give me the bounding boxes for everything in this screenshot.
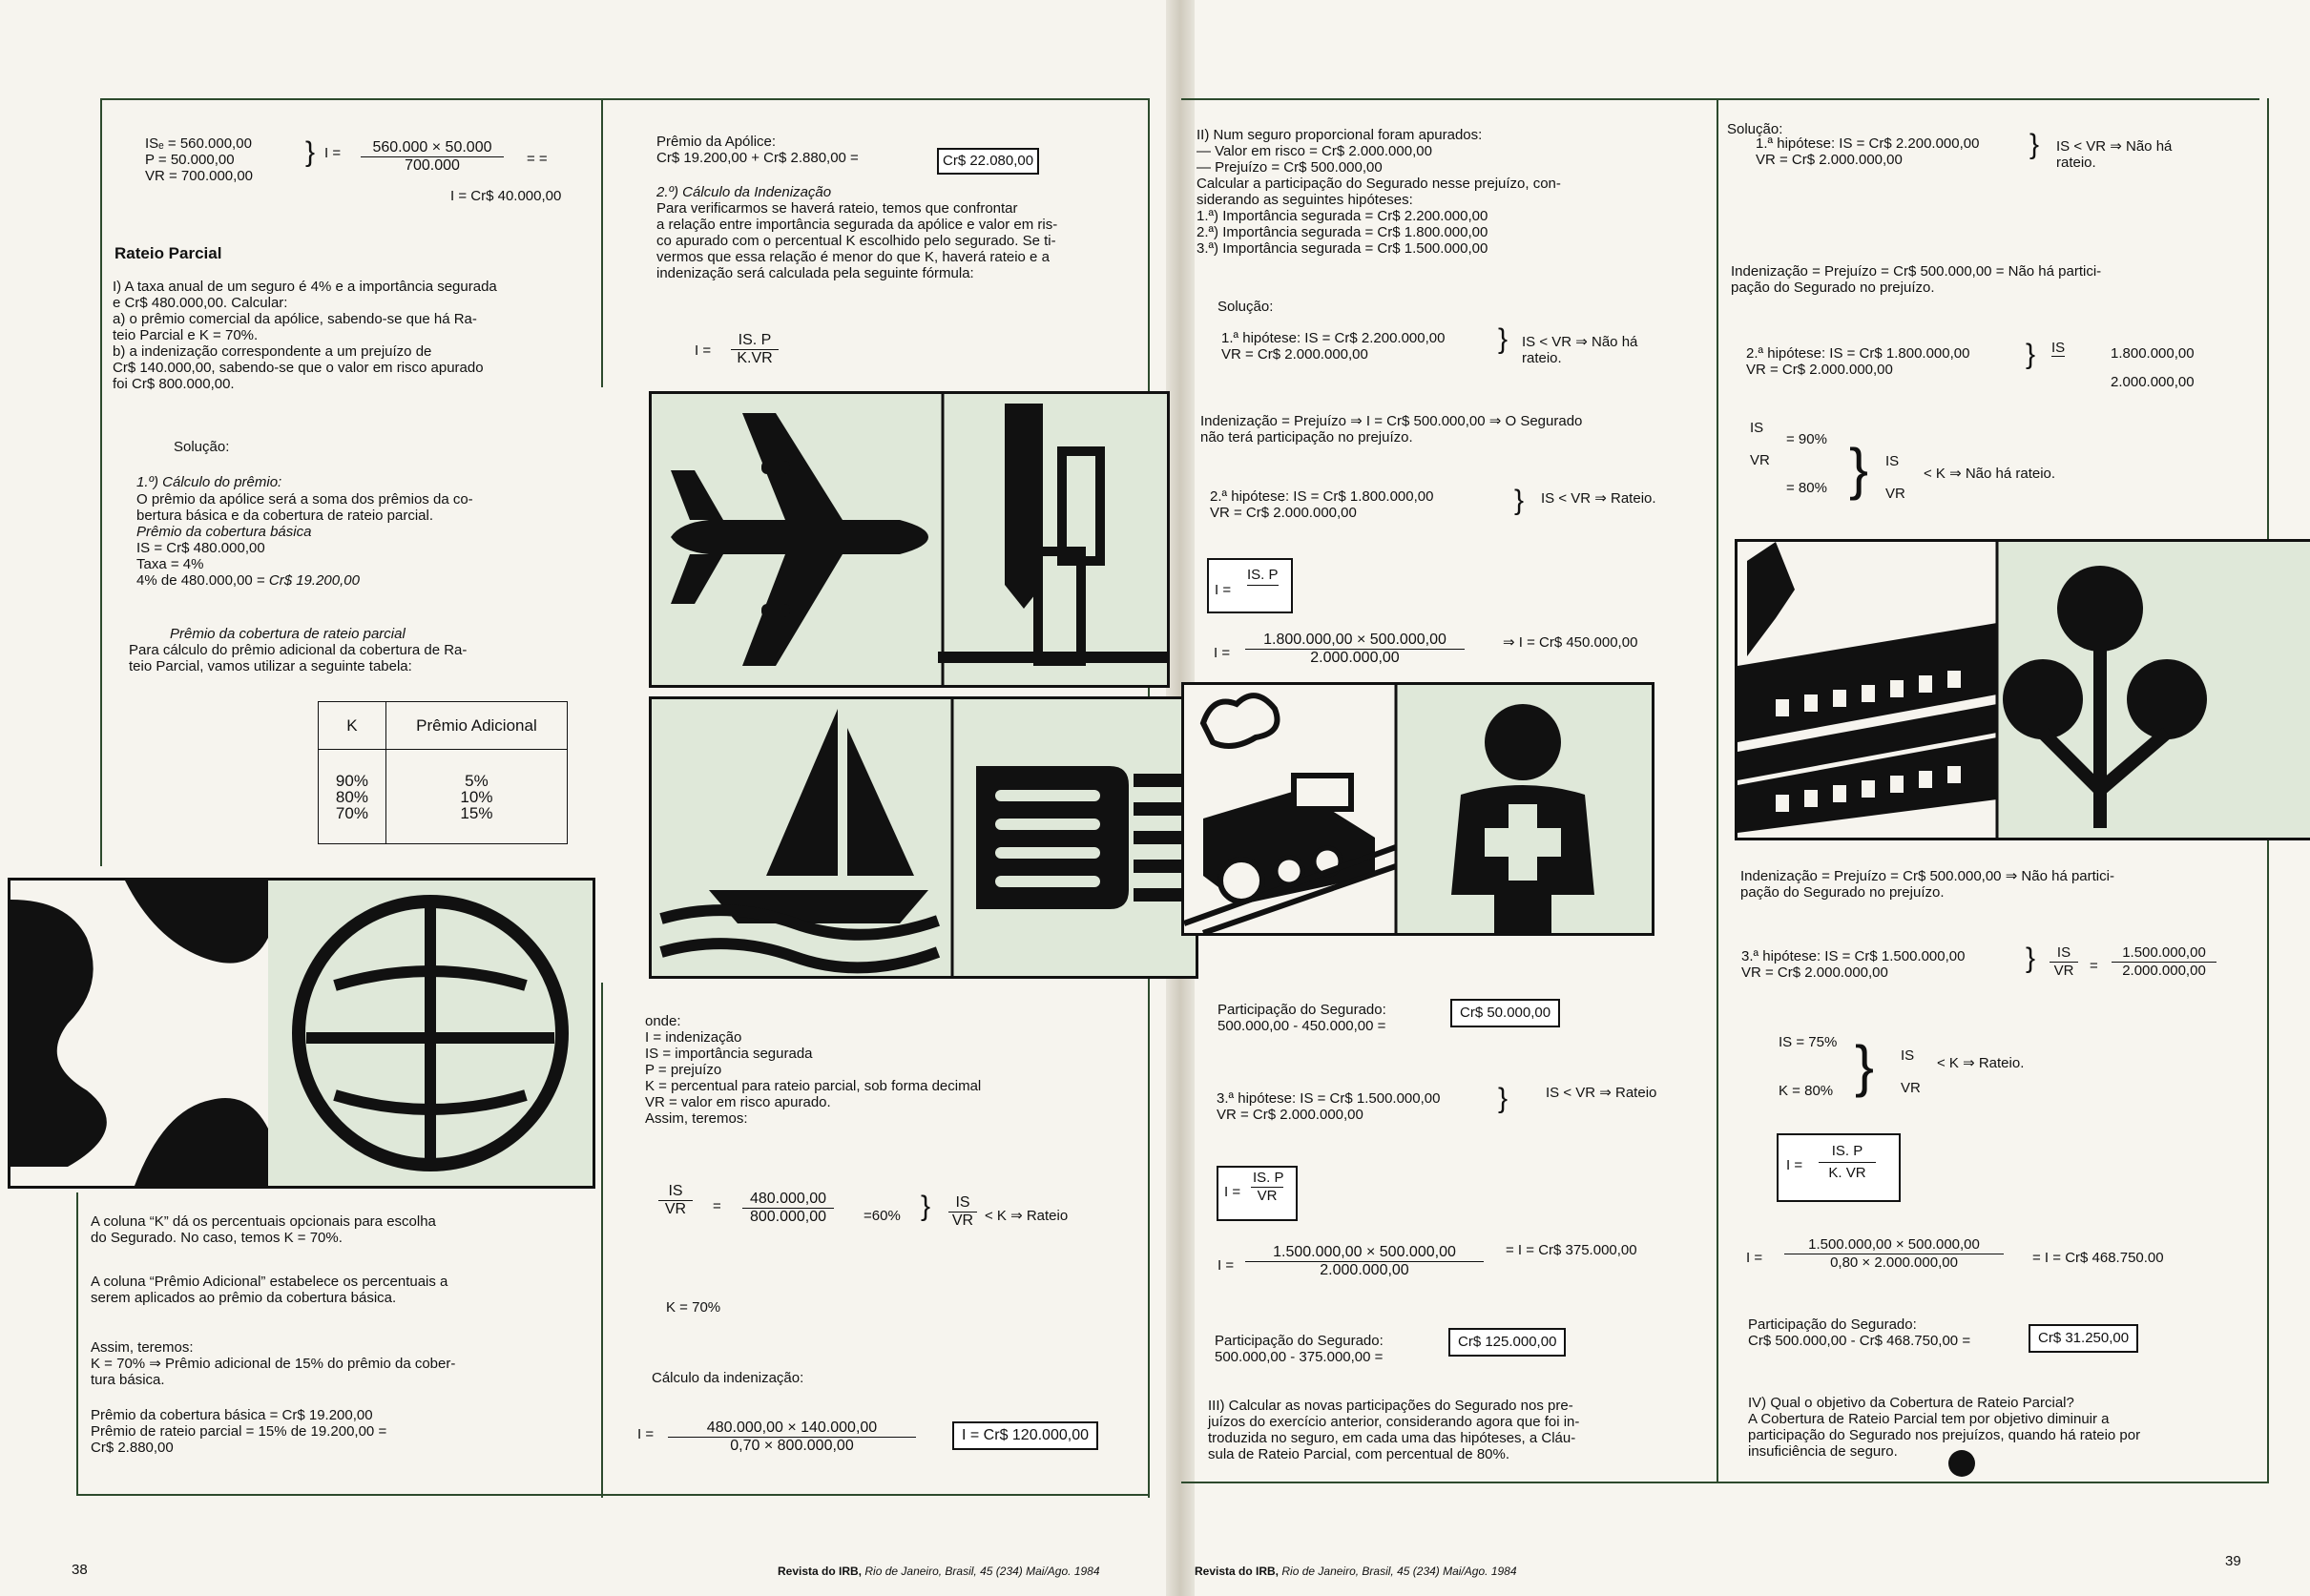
calc-result-box: I = Cr$ 120.000,00 [952,1421,1098,1450]
globe-svg [10,881,593,1186]
footer-left-ref: Rio de Janeiro, Brasil, 45 (234) Mai/Ago. 1984 [864,1565,1100,1578]
h1-brace: } [1498,323,1509,355]
solution-label: Solução: [174,439,230,455]
frame-top-left [100,98,1150,100]
c4-h1-brace: } [2029,129,2040,160]
indenizacao-1: Indenização = Prejuízo ⇒ I = Cr$ 500.000,00 ⇒ O Segurado não terá participação no prejuízo. [1200,413,1583,446]
calc-title: Cálculo da indenização: [652,1370,804,1386]
calc2-i: I = [1214,645,1231,661]
para-premio: A coluna “Prêmio Adicional” estabelece os percentuais a serem aplicados ao prêmio da cobertura básica. [91,1274,448,1306]
c4-h2-values: 2.ª hipótese: IS = Cr$ 1.800.000,00 VR = Cr$ 2.000.000,00 [1746,345,1970,378]
basic-text-body: IS = Cr$ 480.000,00 Taxa = 4% 4% de 480.000,00 = [136,540,265,589]
globe-illustration [8,878,595,1189]
c4-h2-values-frac [2111,340,2195,397]
calc-numerator: 480.000,00 × 140.000,00 [668,1420,916,1438]
step2-title: 2.º) Cálculo da Indenização [656,184,832,200]
calc-denominator: 0,70 × 800.000,00 [730,1438,854,1454]
formula-box-2-i: I = [1215,582,1232,598]
problem-statement: I) A taxa anual de um seguro é 4% e a importância segurada e Cr$ 480.000,00. Calcular: a) o prêmio comercial da apólice, sabendo-se que há Ra- teio Parcial e K = 70%. b) a indenização correspondente a um prejuízo de Cr$ 140.000,00, sabendo-se que o valor em risco apurado foi Cr$ 800.000,00. [113,279,497,392]
calc3-fraction [1245,1244,1484,1279]
footer-right-journal: Revista do IRB, [1195,1565,1280,1578]
c4-h2-is: IS [2051,340,2066,356]
formula-numerator: IS. P [731,332,779,350]
ratio-is: IS [658,1183,693,1201]
ratio-vr-2: VR [951,1213,974,1229]
problem-2: II) Num seguro proporcional foram apurados: — Valor em risco = Cr$ 2.000.000,00 — Prejuízo = Cr$ 500.000,00 Calcular a participação do Segurado nesse prejuízo, con- siderando as seguintes hipóteses: 1.ª) Importância segurada = Cr$ 2.200.000,00 2.ª) Importância segurada = Cr$ 1.800.000,00 3.ª) Importância segurada = Cr$ 1.500.000,00 [1197,127,1561,257]
calc2-fraction [1245,632,1465,667]
para-assim: Assim, teremos: K = 70% ⇒ Prêmio adicional de 15% do prêmio da cober- tura básica. [91,1339,456,1388]
ratio-result: < K ⇒ Rateio [985,1208,1069,1224]
formula-box-3-den: VR [1257,1188,1278,1204]
sailboat-hands-illustration [649,696,1198,979]
footer-right-ref: Rio de Janeiro, Brasil, 45 (234) Mai/Ago. 1984 [1281,1565,1517,1578]
c4-formula-i: I = [1786,1157,1803,1173]
frame-top-right [1181,98,2259,100]
c4-h2-ratio: IS VR [1750,420,1770,468]
c4-calc-fraction [1784,1236,2004,1272]
calc-i: I = [637,1426,655,1442]
solution-label-3: Solução: [1727,121,1783,137]
c4-formula-box [1777,1133,1901,1202]
k-value: K = 70% [666,1299,721,1316]
formula-box-2 [1207,558,1293,613]
rateio-text: Para cálculo do prêmio adicional da cobertura de Ra- teio Parcial, vamos utilizar a seguinte tabela: [129,642,468,674]
premio-total-box: Cr$ 22.080,00 [937,148,1039,175]
c4-participacao-box: Cr$ 31.250,00 [2029,1324,2138,1353]
frame-left-bottom [76,1192,78,1496]
participacao-2: Participação do Segurado: 500.000,00 - 450.000,00 = [1217,1002,1386,1034]
airplane-svg [652,394,1167,685]
frame-right-edge-b [2267,839,2269,1483]
frame-bottom-left [76,1494,1150,1496]
c4-h2-den: 2.000.000,00 [2111,374,2195,390]
frame-col-divider-a [601,98,603,387]
calc3-result: = I = Cr$ 375.000,00 [1506,1242,1637,1258]
para-k: A coluna “K” dá os percentuais opcionais para escolha do Segurado. No caso, temos K = 70%. [91,1213,436,1246]
c4-h2-num: 1.800.000,00 [2111,345,2195,362]
intro-eq: = = [527,151,548,167]
c4-h3-fraction [2050,944,2078,980]
c4-h3-pcts: IS = 75% K = 80% [1779,1034,1838,1099]
c4-h2-result: < K ⇒ Não há rateio. [1924,466,2056,482]
step1-text: O prêmio da apólice será a soma dos prêmios da co- bertura básica e da cobertura de rateio parcial. [136,491,473,524]
c4-h1-result: IS < VR ⇒ Não há rateio. [2056,138,2173,171]
c4-h3-den: 2.000.000,00 [2122,963,2206,979]
c4-h3-values: 3.ª hipótese: IS = Cr$ 1.500.000,00 VR = Cr$ 2.000.000,00 [1741,948,1966,981]
calc3-i: I = [1217,1257,1235,1274]
footer-right [1195,1565,1517,1578]
film-tree-illustration [1735,539,2310,840]
c4-h3-ratio: IS VR [1901,1047,1921,1096]
intro-numerator: 560.000 × 50.000 [361,139,504,157]
c4-indenizacao-2: Indenização = Prejuízo = Cr$ 500.000,00 ⇒ Não há partici- pação do Segurado no prejuízo. [1740,868,2114,901]
intro-result: I = Cr$ 40.000,00 [450,188,562,204]
calc-fraction [668,1420,916,1455]
end-mark-dot [1948,1450,1975,1477]
basic-title: Prêmio da cobertura básica [136,524,312,540]
h1-values: 1.ª hipótese: IS = Cr$ 2.200.000,00 VR = Cr$ 2.000.000,00 [1221,330,1446,363]
calc2-denominator: 2.000.000,00 [1310,650,1400,666]
h2-result: IS < VR ⇒ Rateio. [1541,490,1656,507]
table-col-k: 90% 80% 70% [319,750,386,844]
table-header-premio: Prêmio Adicional [385,702,567,750]
ratio-is-2: IS [948,1194,977,1213]
h2-brace: } [1514,485,1525,516]
rateio-title: Prêmio da cobertura de rateio parcial [170,626,406,642]
sailboat-svg [652,699,1196,976]
c4-formula-num: IS. P [1819,1141,1876,1163]
formula-denominator: K.VR [737,350,773,366]
c4-h2-pct: = 90% = 80% [1786,431,1827,496]
c4-h3-brace-2: } [1855,1034,1875,1098]
ratio-eq: = [713,1198,721,1214]
section-heading: Rateio Parcial [114,244,222,262]
c4-participacao: Participação do Segurado: Cr$ 500.000,00 - Cr$ 468.750,00 = [1748,1316,1971,1349]
calc3-denominator: 2.000.000,00 [1320,1262,1409,1278]
film-svg [1738,542,2310,838]
ratio-numerator: 480.000,00 [742,1191,834,1209]
formula-box-3-num: IS. P [1253,1170,1284,1186]
brace-glyph: } [305,136,316,168]
ratio-brace: } [921,1191,931,1222]
c4-h2-is-vr: IS VR [1885,453,1905,502]
frame-right-edge-a [2267,98,2269,575]
basic-text [136,540,360,589]
c4-h3-eq: = [2090,958,2098,974]
c4-h3-brace: } [2026,943,2036,974]
ratio-vr: VR [664,1201,687,1217]
ratio-values [742,1191,834,1226]
calc2-numerator: 1.800.000,00 × 500.000,00 [1245,632,1465,650]
c4-calc-i: I = [1746,1250,1763,1266]
formula-box-3-i: I = [1224,1184,1241,1200]
formula-fraction [731,332,779,367]
premio-apolice: Prêmio da Apólice: Cr$ 19.200,00 + Cr$ 2.880,00 = [656,134,859,166]
ratio-pct: =60% [864,1208,901,1224]
train-svg [1184,685,1652,933]
c4-h2-brace-2: } [1849,437,1869,501]
c4-indenizacao-1: Indenização = Prejuízo = Cr$ 500.000,00 = Não há partici- pação do Segurado no prejuízo. [1731,263,2102,296]
intro-fraction [361,139,504,175]
h2-values: 2.ª hipótese: IS = Cr$ 1.800.000,00 VR = Cr$ 2.000.000,00 [1210,488,1434,521]
c4-h3-num: 1.500.000,00 [2112,944,2216,963]
c4-h3-result: < K ⇒ Rateio. [1937,1055,2025,1071]
question-4: IV) Qual o objetivo da Cobertura de Rateio Parcial? A Cobertura de Rateio Parcial tem por objetivo diminuir a participação do Segurado nos prejuízos, quando há rateio por insuficiência de seguro. [1748,1395,2141,1460]
c4-h1-values: 1.ª hipótese: IS = Cr$ 2.200.000,00 VR = Cr$ 2.000.000,00 [1756,135,1980,168]
c4-h3-vr: VR [2053,963,2074,979]
ratio-fraction [658,1183,693,1218]
para-premio-basica: Prêmio da cobertura básica = Cr$ 19.200,00 Prêmio de rateio parcial = 15% de 19.200,00 = Cr$ 2.880,00 [91,1407,387,1456]
formula-box-3 [1217,1166,1298,1221]
participacao-2-box: Cr$ 50.000,00 [1450,999,1560,1027]
participacao-3-box: Cr$ 125.000,00 [1448,1328,1566,1357]
intro-i: I = [324,145,342,161]
participacao-3: Participação do Segurado: 500.000,00 - 375.000,00 = [1215,1333,1384,1365]
h3-brace: } [1498,1083,1509,1114]
formula-box-3-fraction [1251,1170,1283,1205]
onde-definitions: onde: I = indenização IS = importância segurada P = prejuízo K = percentual para rateio parcial, sob forma decimal VR = valor em risco apurado. Assim, teremos: [645,1013,982,1127]
step1-title: 1.º) Cálculo do prêmio: [136,474,282,490]
h1-result: IS < VR ⇒ Não há rateio. [1522,334,1638,366]
formula-box-2-num: IS. P [1247,566,1279,586]
c4-formula-den: K. VR [1828,1165,1866,1181]
c4-calc-denominator: 0,80 × 2.000.000,00 [1830,1254,1958,1271]
c4-h2-brace: } [2026,339,2036,370]
intro-denominator: 700.000 [405,157,460,174]
table-col-premio: 5% 10% 15% [385,750,567,844]
frame-bottom-right [1181,1482,2269,1483]
step2-text: Para verificarmos se haverá rateio, temos que confrontar a relação entre importância segurada da apólice e valor em ris- co apurado com o percentual K escolhido pelo segurado. Se ti- vermos que essa relação é menor do que K, haverá rateio e a indenização será calculada pela seguinte fórmula: [656,200,1058,281]
ratio-denominator: 800.000,00 [749,1209,827,1225]
page-number-right: 39 [2225,1553,2241,1569]
calc2-result: ⇒ I = Cr$ 450.000,00 [1503,634,1638,651]
ratio-fraction-2 [948,1194,977,1230]
h3-values: 3.ª hipótese: IS = Cr$ 1.500.000,00 VR = Cr$ 2.000.000,00 [1217,1090,1441,1123]
table-header-k: K [319,702,386,750]
h3-result: IS < VR ⇒ Rateio [1546,1085,1657,1101]
premium-table [318,701,568,844]
c4-h3-is: IS [2050,944,2078,963]
basic-result: Cr$ 19.200,00 [268,572,360,589]
footer-left [778,1565,1100,1578]
frame-left-col1 [100,98,102,866]
page-number-left: 38 [72,1562,88,1578]
solution-label-2: Solução: [1217,299,1274,315]
c4-calc-numerator: 1.500.000,00 × 500.000,00 [1784,1236,2004,1254]
frame-col-divider-b [601,983,603,1498]
frame-col-divider-right [1717,98,1718,1482]
problem-3: III) Calcular as novas participações do Segurado nos pre- juízos do exercício anterior, considerando agora que foi in- troduzida no seguro, em cada uma das hipóteses, a Cláu- sula de Rateio Parcial, com percentual de 80%. [1208,1398,1580,1462]
calc3-numerator: 1.500.000,00 × 500.000,00 [1245,1244,1484,1262]
train-health-illustration [1181,682,1654,936]
c4-h3-values-frac [2112,944,2216,980]
airplane-factory-illustration [649,391,1170,688]
intro-values: ISₑ = 560.000,00 P = 50.000,00 VR = 700.000,00 [145,135,254,184]
c4-calc-result: = I = Cr$ 468.750.00 [2032,1250,2164,1266]
footer-left-journal: Revista do IRB, [778,1565,863,1578]
c4-formula-fraction [1819,1141,1876,1184]
formula-i: I = [695,342,712,359]
